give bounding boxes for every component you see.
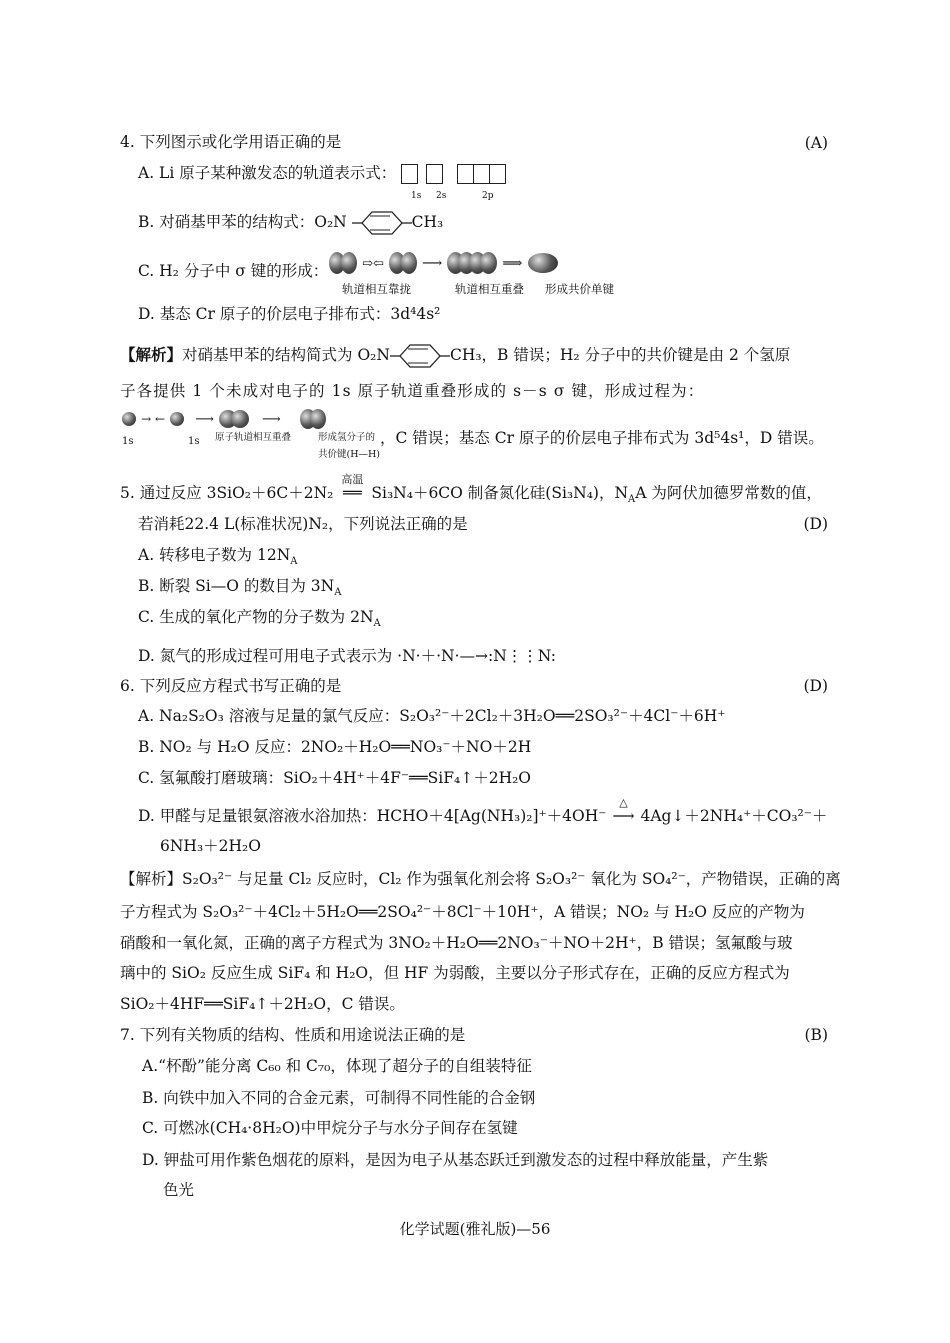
q4-option-a	[138, 163, 505, 184]
structure-right: CH₃	[449, 346, 482, 364]
q4-analysis-line1	[120, 343, 790, 369]
orbital-ball-icon	[122, 412, 136, 426]
q7-option-d: D. 钾盐可用作紫色烟花的原料，是因为电子从基态跃迁到激发态的过程中释放能量，产生紫	[142, 1151, 769, 1169]
q6-analysis-line3: 硝酸和一氧化氮，正确的离子方程式为 3NO₂＋H₂O══2NO₃⁻＋NO＋2H⁺，B 错误；氢氟酸与玻	[120, 934, 793, 952]
orbital-ball-icon	[310, 409, 326, 429]
q6-stem: 6. 下列反应方程式书写正确的是	[120, 677, 342, 695]
orbital-ball-icon	[480, 252, 497, 274]
arrows-icon: ⇨⇦	[362, 256, 384, 272]
q7-option-c: C. 可燃冰(CH₄·8H₂O)中甲烷分子与水分子间存在氢键	[142, 1119, 518, 1137]
h2-caption-bond: 共价键(H—H)	[318, 449, 380, 460]
q6-analysis-line2: 子方程式为 S₂O₃²⁻＋4Cl₂＋5H₂O══2SO₄²⁻＋8Cl⁻＋10H⁺，A 错误；NO₂ 与 H₂O 反应的产物为	[120, 903, 805, 921]
q4-answer: (A)	[804, 134, 828, 152]
orbital-label-1s: 1s	[411, 191, 422, 201]
page-footer: 化学试题(雅礼版)—56	[399, 1220, 551, 1238]
q5-answer: (D)	[803, 515, 828, 533]
q6-option-d-line2: 6NH₃＋2H₂O	[160, 837, 261, 855]
q6-option-a: A. Na₂S₂O₃ 溶液与足量的氯气反应：S₂O₃²⁻＋2Cl₂＋3H₂O══2SO₃²⁻＋4Cl⁻＋6H⁺	[138, 707, 726, 725]
q5-option-b-text: B. 断裂 Si—O 的数目为 3N	[138, 577, 335, 595]
q6-option-d	[138, 796, 828, 826]
analysis-tag: 【解析】	[120, 345, 183, 364]
orbital-label-2s: 2s	[436, 191, 447, 201]
sigma-bond-diagram	[329, 252, 558, 274]
q4-option-d: D. 基态 Cr 原子的价层电子排布式：3d⁴4s²	[138, 305, 441, 323]
orbital-label-2p: 2p	[482, 191, 494, 201]
orbital-box	[401, 164, 418, 184]
analysis-text: 对硝基甲苯的结构简式为	[182, 346, 353, 364]
q5-option-c	[138, 607, 381, 634]
q6-analysis-line4: 璃中的 SiO₂ 反应生成 SiF₄ 和 H₂O，但 HF 为弱酸，主要以分子形式存在，正确的反应方程式为	[120, 964, 790, 982]
orbital-box	[489, 164, 506, 184]
orbital-box	[457, 164, 474, 184]
q7-option-b: B. 向铁中加入不同的合金元素，可制得不同性能的合金钢	[142, 1089, 536, 1107]
orbital-box	[426, 164, 443, 184]
orbital-box	[473, 164, 490, 184]
q5-stem	[120, 473, 822, 510]
benzene-ring-icon	[390, 343, 450, 369]
analysis-text: ，B 错误；H₂ 分子中的共价键是由 2 个氢原	[481, 346, 791, 364]
orbital-ball-icon	[341, 252, 357, 274]
q5-stem-a: 5. 通过反应 3SiO₂＋6C＋2N₂	[120, 484, 334, 502]
q4-option-b-text: B. 对硝基甲苯的结构式：	[138, 213, 315, 231]
orbital-ball-icon	[401, 252, 417, 274]
q6-analysis-line5: SiO₂＋4HF══SiF₄↑＋2H₂O，C 错误。	[120, 995, 405, 1013]
h2-caption-1s-a: 1s	[122, 436, 134, 447]
benzene-ring-icon	[352, 210, 412, 236]
arrow-icon: → ←	[141, 412, 166, 426]
h2-caption-1s-b: 1s	[188, 436, 200, 447]
structure-right: CH₃	[411, 213, 444, 231]
q5-stem-b: Si₃N₄＋6CO 制备氮化硅(Si₃N₄)，N	[371, 484, 629, 502]
sigma-caption-3: 形成共价单键	[545, 282, 614, 296]
q7-option-d-line2: 色光	[163, 1181, 195, 1199]
q5-option-c-text: C. 生成的氧化产物的分子数为 2N	[138, 608, 374, 626]
q6-option-d-b: 4Ag↓＋2NH₄⁺＋CO₃²⁻＋	[640, 807, 828, 825]
h2-formation-diagram	[122, 408, 326, 429]
q4-analysis-line3: ，C 错误；基态 Cr 原子的价层电子排布式为 3d⁵4s¹，D 错误。	[380, 429, 824, 447]
q5-sub: A	[628, 494, 636, 506]
condition-text: △	[619, 796, 628, 809]
q4-option-c: C. H₂ 分子中 σ 键的形成：	[138, 262, 329, 280]
q5-sub: A	[290, 556, 298, 568]
q6-analysis-line1: 【解析】S₂O₃²⁻ 与足量 Cl₂ 反应时，Cl₂ 作为强氧化剂会将 S₂O₃²⁻ 氧化为 SO₄²⁻，产物错误，正确的离	[120, 870, 841, 888]
sigma-caption-1: 轨道相互靠拢	[342, 282, 411, 296]
reaction-condition: △ ⟶	[606, 806, 640, 826]
condition-text: 高温	[341, 473, 364, 486]
q5-option-a-text: A. 转移电子数为 12N	[138, 546, 291, 564]
q4-stem: 4. 下列图示或化学用语正确的是	[120, 133, 342, 151]
q6-option-b: B. NO₂ 与 H₂O 反应：2NO₂＋H₂O══NO₃⁻＋NO＋2H	[138, 738, 532, 756]
q5-sub: A	[334, 587, 342, 599]
q4-analysis-line2: 子各提供 1 个未成对电子的 1s 原子轨道重叠形成的 s－s σ 键，形成过程为：	[120, 382, 705, 400]
q5-option-a	[138, 545, 298, 572]
orbital-ball-icon	[231, 410, 249, 428]
arrow-icon: ⟶	[262, 412, 281, 427]
sigma-caption-2: 轨道相互重叠	[455, 282, 524, 296]
q6-option-d-a: D. 甲醛与足量银氨溶液水浴加热：HCHO＋4[Ag(NH₃)₂]⁺＋4OH⁻	[138, 807, 607, 825]
structure-left: O₂N	[314, 213, 347, 231]
h2-caption-form: 形成氢分子的	[318, 432, 376, 443]
reaction-condition: 高温 ══	[333, 483, 371, 503]
q5-sub: A	[373, 618, 381, 630]
q5-option-d: D. 氮气的形成过程可用电子式表示为 ·N·＋·N·—→:N⋮⋮N:	[138, 647, 556, 665]
orbital-diagram	[401, 164, 505, 182]
q7-stem: 7. 下列有关物质的结构、性质和用途说法正确的是	[120, 1026, 466, 1044]
arrow-icon: ⟶	[422, 255, 443, 272]
bond-ball-icon	[528, 253, 558, 273]
q6-answer: (D)	[803, 677, 828, 695]
q5-stem-line2: 若消耗22.4 L(标准状况)N₂，下列说法正确的是	[138, 515, 468, 533]
orbital-ball-icon	[170, 412, 184, 426]
q5-stem-c: A 为阿伏加德罗常数的值，	[635, 484, 822, 502]
q5-option-b	[138, 576, 341, 603]
q4-option-b	[138, 210, 443, 236]
q4-option-a-text: A. Li 原子某种激发态的轨道表示式：	[138, 164, 397, 182]
q7-answer: (B)	[804, 1026, 828, 1044]
h2-caption-overlap: 原子轨道相互重叠	[215, 432, 292, 443]
arrow-icon: ⟹	[502, 255, 523, 272]
structure-left: O₂N	[357, 346, 390, 364]
q6-option-c: C. 氢氟酸打磨玻璃：SiO₂＋4H⁺＋4F⁻══SiF₄↑＋2H₂O	[138, 769, 532, 787]
q7-option-a: A.“杯酚”能分离 C₆₀ 和 C₇₀，体现了超分子的自组装特征	[142, 1057, 532, 1075]
arrow-icon: ⟶	[195, 412, 214, 427]
